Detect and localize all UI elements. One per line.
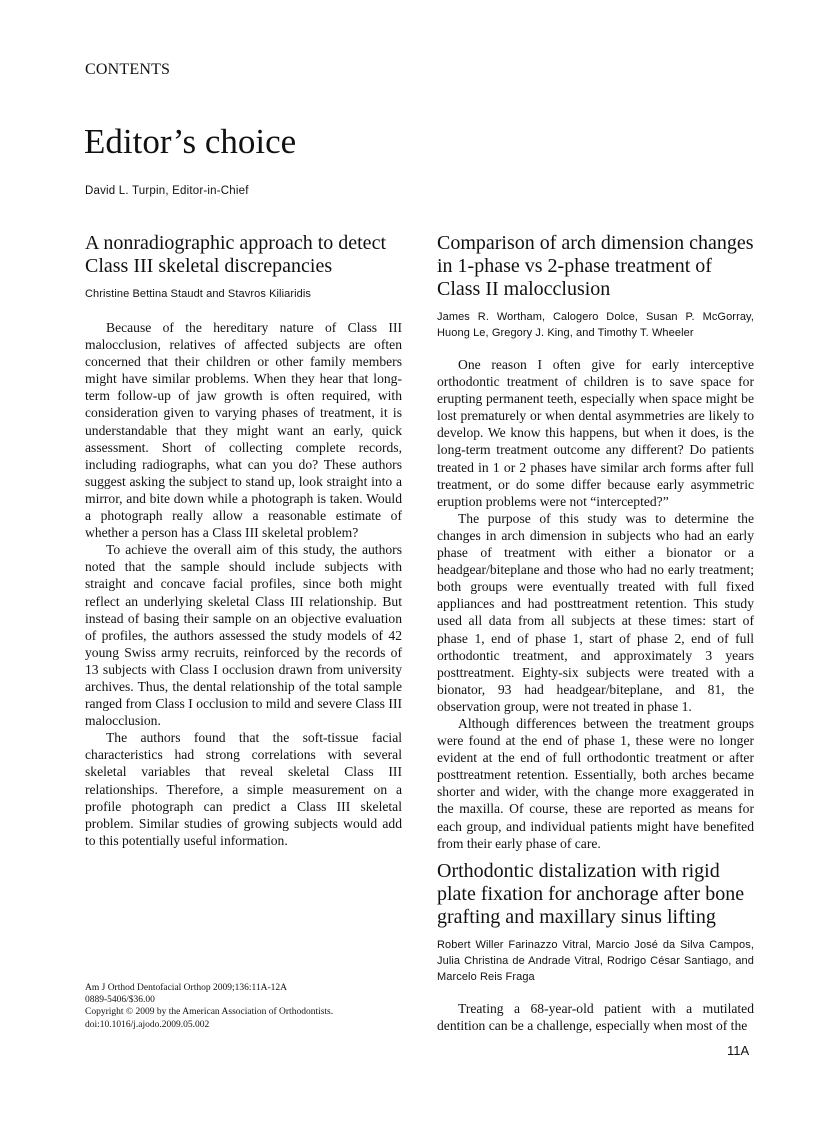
article-body (85, 319, 402, 849)
editor-byline: David L. Turpin, Editor-in-Chief (85, 185, 249, 197)
footnote (85, 982, 333, 1031)
paragraph: The authors found that the soft-tissue facial characteristics had strong correlations with several skeletal variables that reveal skeletal Class III relationships. Therefore, a simple measurement on a profile photograph can predict a Class III skeletal problem. Similar studies of growing subjects would add to this potentially useful information. (85, 730, 402, 848)
article-authors: Robert Willer Farinazzo Vitral, Marcio José da Silva Campos, Julia Christina de Andrade Vitral, Rodrigo César Santiago, and Marcelo Reis Fraga (437, 939, 754, 983)
article-authors: James R. Wortham, Calogero Dolce, Susan P. McGorray, Huong Le, Gregory J. King, and Timothy T. Wheeler (437, 311, 754, 339)
paragraph: Because of the hereditary nature of Class III malocclusion, relatives of affected subjects are often concerned that their children or other family members might have similar problems. When they hear that long-term follow-up of jaw growth is often required, with consideration given to varying phases of treatment, it is understandable that they might want an early, quick assessment. Short of collecting complete records, including radiographs, what can you do? These authors suggest asking the subject to stand up, look straight into a mirror, and bite down while a photograph is taken. Would a photograph really allow a reasonable estimate of whether a person has a Class III skeletal problem? (85, 320, 402, 541)
copyright: Copyright © 2009 by the American Association of Orthodontists. (85, 1007, 334, 1018)
issn: 0889-5406/$36.00 (85, 995, 155, 1006)
article-2 (437, 232, 754, 852)
paragraph: The purpose of this study was to determine the changes in arch dimension in subjects who had an early phase of treatment with either a bionator or a headgear/biteplane and those who had no early treatment; both groups were eventually treated with full fixed appliances and had posttreatment retention. This study used all data from all subjects at these times: start of phase 1, end of phase 1, start of phase 2, end of full orthodontic treatment, and approximately 3 years posttreatment. Eighty-six subjects were treated with a bionator, 93 had headgear/biteplane, and 81, the observation group, were not treated in phase 1. (437, 510, 754, 714)
section-label: CONTENTS (85, 61, 171, 78)
paragraph: To achieve the overall aim of this study, the authors noted that the sample should include subjects with straight and concave facial profiles, since both might reflect an underlying skeletal Class III relationship. But instead of basing their sample on an objective evaluation of profiles, the authors assessed the study models of 42 young Swiss army recruits, reinforced by the records of 13 subjects with Class I occlusion drawn from university archives. Thus, the dental relationship of the total sample ranged from Class I occlusion to mild and severe Class III malocclusion. (85, 542, 402, 729)
article-title: Comparison of arch dimension changes in 1-phase vs 2-phase treatment of Class II malocclusion (437, 232, 754, 300)
article-authors: Christine Bettina Staudt and Stavros Kiliaridis (85, 288, 312, 300)
article-title: A nonradiographic approach to detect Class III skeletal discrepancies (85, 232, 386, 277)
article-3 (437, 860, 754, 1034)
paragraph: Treating a 68-year-old patient with a mutilated dentition can be a challenge, especially when most of the (437, 1001, 754, 1034)
article-1 (85, 232, 402, 849)
paragraph: One reason I often give for early interceptive orthodontic treatment of children is to save space for erupting permanent teeth, especially when space might be lost prematurely or when dental asymmetries are likely to develop. We know this happens, but when it does, is the long-term treatment outcome any different? Do patients treated in 1 or 2 phases have similar arch forms after full treatment, or do some differ because early asymmetric eruption problems were not “intercepted?” (437, 357, 754, 509)
article-body (437, 356, 754, 852)
page-number: 11A (727, 1043, 750, 1058)
doi: doi:10.1016/j.ajodo.2009.05.002 (85, 1019, 210, 1030)
citation: Am J Orthod Dentofacial Orthop 2009;136:11A-12A (85, 983, 288, 993)
article-body (437, 1000, 754, 1034)
article-title: Orthodontic distalization with rigid plate fixation for anchorage after bone grafting and maxillary sinus lifting (437, 860, 745, 928)
paragraph: Although differences between the treatment groups were found at the end of phase 1, these were no longer evident at the end of full orthodontic treatment or after posttreatment retention. Essentially, both arches became shorter and wider, with the change more exaggerated in the maxilla. Of course, these are reported as means for each group, and individual patients might have benefited from their early phase of care. (437, 715, 754, 851)
page-title: Editor’s choice (84, 122, 297, 161)
